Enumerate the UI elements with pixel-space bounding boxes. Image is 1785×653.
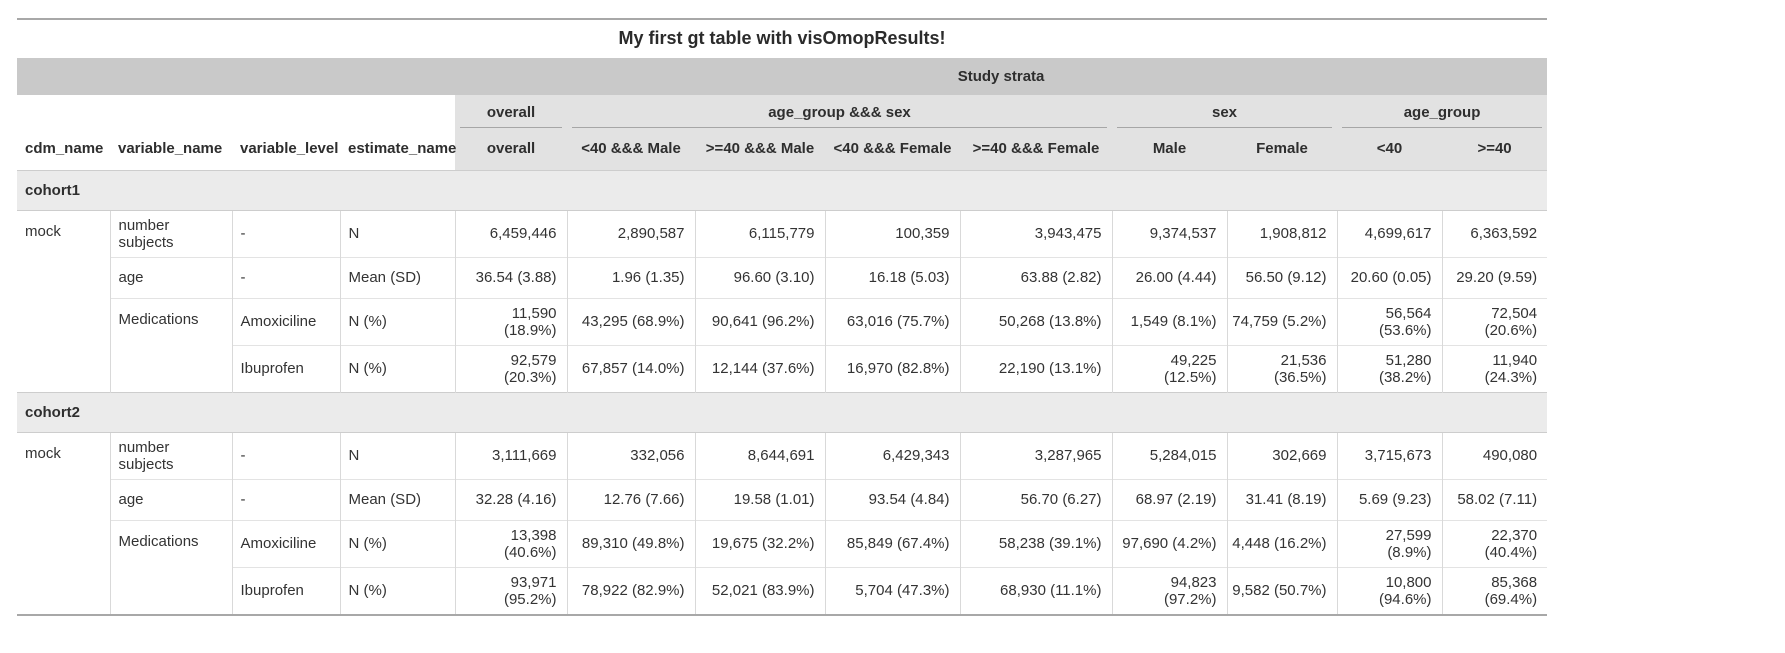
value-cell: 1,908,812 [1227,210,1337,257]
value-cell: 93,971 (95.2%) [455,567,567,614]
value-cell: 1,549 (8.1%) [1112,298,1227,345]
value-cell: 78,922 (82.9%) [567,567,695,614]
value-cell: 63.88 (2.82) [960,257,1112,298]
value-cell: 9,582 (50.7%) [1227,567,1337,614]
value-cell: 85,849 (67.4%) [825,520,960,567]
value-cell: 19.58 (1.01) [695,479,825,520]
estimate-name-cell: N [340,210,455,257]
value-cell: 89,310 (49.8%) [567,520,695,567]
variable-level-cell: Ibuprofen [232,567,340,614]
estimate-name-cell: N (%) [340,298,455,345]
value-cell: 20.60 (0.05) [1337,257,1442,298]
value-cell: 56.50 (9.12) [1227,257,1337,298]
value-cell: 22,190 (13.1%) [960,345,1112,392]
value-cell: 31.41 (8.19) [1227,479,1337,520]
value-cell: 92,579 (20.3%) [455,345,567,392]
value-cell: 68,930 (11.1%) [960,567,1112,614]
value-cell: 19,675 (32.2%) [695,520,825,567]
group-label: cohort2 [17,392,1547,432]
value-cell: 58.02 (7.11) [1442,479,1547,520]
value-cell: 56,564 (53.6%) [1337,298,1442,345]
spanner-sex [1112,95,1337,128]
table-row [17,567,1547,614]
table-row [17,298,1547,345]
value-cell: 5,704 (47.3%) [825,567,960,614]
value-cell: 4,448 (16.2%) [1227,520,1337,567]
header-female: Female [1227,128,1337,170]
value-cell: 94,823 (97.2%) [1112,567,1227,614]
value-cell: 100,359 [825,210,960,257]
value-cell: 93.54 (4.84) [825,479,960,520]
header-gte40-female: >=40 &&& Female [960,128,1112,170]
value-cell: 2,890,587 [567,210,695,257]
variable-name-cell: age [110,479,232,520]
table-row [17,257,1547,298]
cdm-name-cell: mock [17,432,110,614]
value-cell: 3,287,965 [960,432,1112,479]
value-cell: 32.28 (4.16) [455,479,567,520]
header-variable-name: variable_name [110,128,232,170]
estimate-name-cell: N (%) [340,520,455,567]
value-cell: 9,374,537 [1112,210,1227,257]
value-cell: 74,759 (5.2%) [1227,298,1337,345]
spanner-spacer [17,95,455,128]
value-cell: 5,284,015 [1112,432,1227,479]
variable-name-cell: age [110,257,232,298]
header-cdm-name: cdm_name [17,128,110,170]
spanner-overall-label: overall [460,101,562,128]
value-cell: 29.20 (9.59) [1442,257,1547,298]
value-cell: 22,370 (40.4%) [1442,520,1547,567]
header-gte40-male: >=40 &&& Male [695,128,825,170]
group-label: cohort1 [17,170,1547,210]
value-cell: 13,398 (40.6%) [455,520,567,567]
value-cell: 302,669 [1227,432,1337,479]
spanner-sex-label: sex [1117,101,1332,128]
value-cell: 6,363,592 [1442,210,1547,257]
value-cell: 63,016 (75.7%) [825,298,960,345]
value-cell: 16,970 (82.8%) [825,345,960,392]
estimate-name-cell: Mean (SD) [340,479,455,520]
header-estimate-name: estimate_name [340,128,455,170]
value-cell: 96.60 (3.10) [695,257,825,298]
value-cell: 90,641 (96.2%) [695,298,825,345]
value-cell: 56.70 (6.27) [960,479,1112,520]
value-cell: 1.96 (1.35) [567,257,695,298]
table-row [17,345,1547,392]
value-cell: 50,268 (13.8%) [960,298,1112,345]
table-title: My first gt table with visOmopResults! [618,28,946,48]
strata-spanner-label: Study strata [455,58,1547,95]
variable-level-cell: Amoxiciline [232,298,340,345]
header-gte40: >=40 [1442,128,1547,170]
table-row [17,210,1547,257]
value-cell: 12,144 (37.6%) [695,345,825,392]
value-cell: 58,238 (39.1%) [960,520,1112,567]
gt-table-container [17,18,1547,616]
group-row-cohort1 [17,170,1547,210]
spanner-age-group-label: age_group [1342,101,1542,128]
group-row-cohort2 [17,392,1547,432]
variable-name-cell: number subjects [110,432,232,479]
value-cell: 10,800 (94.6%) [1337,567,1442,614]
value-cell: 12.76 (7.66) [567,479,695,520]
value-cell: 43,295 (68.9%) [567,298,695,345]
strata-row [17,58,1547,95]
value-cell: 332,056 [567,432,695,479]
spanner-age-group-sex-label: age_group &&& sex [572,101,1107,128]
header-overall: overall [455,128,567,170]
value-cell: 490,080 [1442,432,1547,479]
value-cell: 68.97 (2.19) [1112,479,1227,520]
value-cell: 49,225 (12.5%) [1112,345,1227,392]
variable-level-cell: - [232,257,340,298]
value-cell: 85,368 (69.4%) [1442,567,1547,614]
value-cell: 51,280 (38.2%) [1337,345,1442,392]
value-cell: 36.54 (3.88) [455,257,567,298]
variable-level-cell: Ibuprofen [232,345,340,392]
estimate-name-cell: N [340,432,455,479]
header-lt40-male: <40 &&& Male [567,128,695,170]
value-cell: 97,690 (4.2%) [1112,520,1227,567]
table-row [17,432,1547,479]
value-cell: 6,115,779 [695,210,825,257]
header-male: Male [1112,128,1227,170]
estimate-name-cell: Mean (SD) [340,257,455,298]
header-lt40-female: <40 &&& Female [825,128,960,170]
value-cell: 52,021 (83.9%) [695,567,825,614]
value-cell: 16.18 (5.03) [825,257,960,298]
cdm-name-cell: mock [17,210,110,392]
value-cell: 5.69 (9.23) [1337,479,1442,520]
spanner-age-group [1337,95,1547,128]
value-cell: 3,943,475 [960,210,1112,257]
estimate-name-cell: N (%) [340,567,455,614]
value-cell: 3,715,673 [1337,432,1442,479]
estimate-name-cell: N (%) [340,345,455,392]
table-row [17,479,1547,520]
variable-level-cell: Amoxiciline [232,520,340,567]
value-cell: 72,504 (20.6%) [1442,298,1547,345]
variable-name-cell: number subjects [110,210,232,257]
header-lt40: <40 [1337,128,1442,170]
value-cell: 26.00 (4.44) [1112,257,1227,298]
column-header-row [17,128,1547,170]
header-variable-level: variable_level [232,128,340,170]
value-cell: 4,699,617 [1337,210,1442,257]
value-cell: 11,590 (18.9%) [455,298,567,345]
value-cell: 11,940 (24.3%) [1442,345,1547,392]
variable-level-cell: - [232,210,340,257]
value-cell: 21,536 (36.5%) [1227,345,1337,392]
spanner-age-group-sex [567,95,1112,128]
value-cell: 67,857 (14.0%) [567,345,695,392]
results-table [17,58,1547,614]
variable-level-cell: - [232,479,340,520]
strata-spacer [17,58,455,95]
value-cell: 27,599 (8.9%) [1337,520,1442,567]
value-cell: 3,111,669 [455,432,567,479]
variable-name-cell: Medications [110,298,232,392]
value-cell: 6,429,343 [825,432,960,479]
spanner-row [17,95,1547,128]
value-cell: 8,644,691 [695,432,825,479]
variable-name-cell: Medications [110,520,232,614]
value-cell: 6,459,446 [455,210,567,257]
spanner-overall [455,95,567,128]
table-row [17,520,1547,567]
variable-level-cell: - [232,432,340,479]
